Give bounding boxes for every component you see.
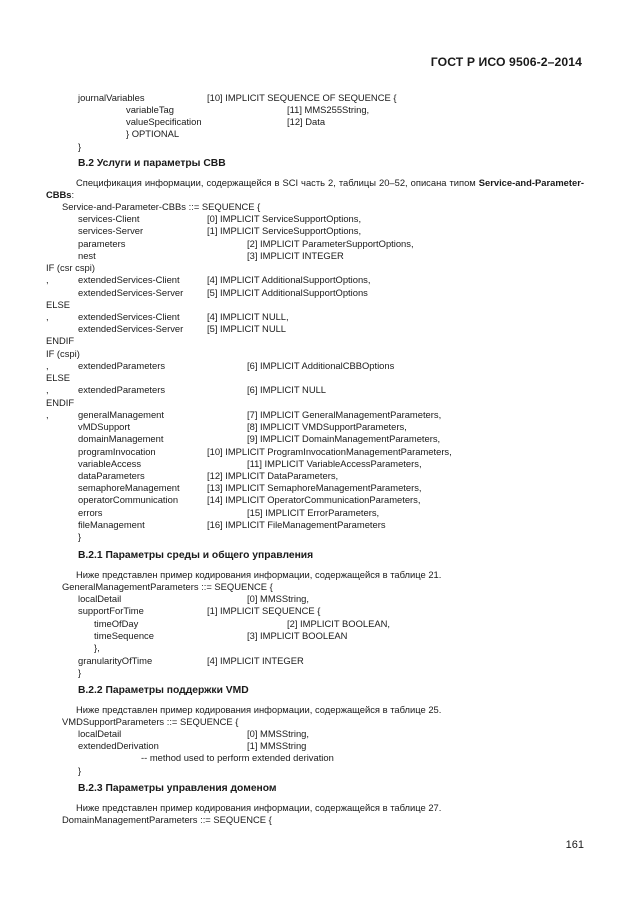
- field-name: services-Client: [78, 213, 140, 224]
- code-text: } OPTIONAL: [126, 128, 180, 139]
- code-text: DomainManagementParameters ::= SEQUENCE {: [62, 814, 272, 825]
- field-type: [9] IMPLICIT DomainManagementParameters,: [247, 433, 441, 444]
- field-type: [2] IMPLICIT BOOLEAN,: [287, 618, 390, 629]
- field-name: variableTag: [126, 104, 174, 115]
- code-text: ENDIF: [46, 335, 75, 346]
- field-name: timeOfDay: [94, 618, 139, 629]
- field-name: extendedDerivation: [78, 740, 159, 751]
- field-type: [13] IMPLICIT SemaphoreManagementParameters,: [207, 482, 422, 493]
- code-text: }: [78, 667, 82, 678]
- section-heading-b2: B.2 Услуги и параметры CBB: [78, 158, 226, 169]
- field-name: extendedServices-Server: [78, 323, 184, 334]
- field-type: [10] IMPLICIT SEQUENCE OF SEQUENCE {: [207, 92, 397, 103]
- field-type: [3] IMPLICIT BOOLEAN: [247, 630, 348, 641]
- field-name: semaphoreManagement: [78, 482, 180, 493]
- field-name: domainManagement: [78, 433, 164, 444]
- code-text: IF (csr cspi): [46, 262, 95, 273]
- field-name: timeSequence: [94, 630, 154, 641]
- code-text: ELSE: [46, 372, 70, 383]
- field-type: [15] IMPLICIT ErrorParameters,: [247, 507, 380, 518]
- field-name: errors: [78, 507, 103, 518]
- field-type: [6] IMPLICIT AdditionalCBBOptions: [247, 360, 395, 371]
- field-type: [5] IMPLICIT AdditionalSupportOptions: [207, 287, 368, 298]
- field-name: valueSpecification: [126, 116, 202, 127]
- code-text: },: [94, 642, 100, 653]
- field-type: [6] IMPLICIT NULL: [247, 384, 327, 395]
- section-heading-b21: B.2.1 Параметры среды и общего управления: [78, 550, 314, 561]
- comma: ,: [46, 409, 49, 420]
- paragraph: Спецификация информации, содержащейся в SCI часть 2, таблицы 20–52, описана типом Service-and-Parameter-CBBs:: [46, 177, 584, 200]
- field-type: [1] MMSString: [247, 740, 307, 751]
- code-text: }: [78, 141, 82, 152]
- document-header: ГОСТ Р ИСО 9506-2–2014: [430, 55, 582, 69]
- code-comment: -- method used to perform extended derivation: [141, 752, 334, 763]
- field-name: supportForTime: [78, 605, 144, 616]
- field-name: extendedParameters: [78, 360, 166, 371]
- comma: ,: [46, 384, 49, 395]
- field-name: extendedServices-Client: [78, 274, 180, 285]
- field-type: [4] IMPLICIT AdditionalSupportOptions,: [207, 274, 371, 285]
- field-name: nest: [78, 250, 96, 261]
- page-number: 161: [565, 839, 584, 851]
- field-type: [1] IMPLICIT SEQUENCE {: [207, 605, 321, 616]
- comma: ,: [46, 311, 49, 322]
- field-type: [3] IMPLICIT INTEGER: [247, 250, 344, 261]
- section-heading-b23: B.2.3 Параметры управления доменом: [78, 783, 277, 794]
- field-name: granularityOfTime: [78, 655, 153, 666]
- field-name: journalVariables: [78, 92, 145, 103]
- code-text: ELSE: [46, 299, 70, 310]
- code-text: Service-and-Parameter-CBBs ::= SEQUENCE {: [62, 201, 261, 212]
- field-name: localDetail: [78, 593, 122, 604]
- field-name: extendedServices-Server: [78, 287, 184, 298]
- field-type: [4] IMPLICIT NULL,: [207, 311, 289, 322]
- field-type: [16] IMPLICIT FileManagementParameters: [207, 519, 386, 530]
- field-type: [0] MMSString,: [247, 728, 309, 739]
- code-text: }: [78, 531, 82, 542]
- field-type: [0] MMSString,: [247, 593, 309, 604]
- field-type: [11] IMPLICIT VariableAccessParameters,: [247, 458, 422, 469]
- field-type: [5] IMPLICIT NULL: [207, 323, 287, 334]
- field-type: [12] Data: [287, 116, 326, 127]
- code-text: }: [78, 765, 82, 776]
- field-name: operatorCommunication: [78, 494, 179, 505]
- field-type: [10] IMPLICIT ProgramInvocationManagementParameters,: [207, 446, 452, 457]
- code-text: ENDIF: [46, 397, 75, 408]
- field-type: [0] IMPLICIT ServiceSupportOptions,: [207, 213, 362, 224]
- field-type: [8] IMPLICIT VMDSupportParameters,: [247, 421, 407, 432]
- comma: ,: [46, 360, 49, 371]
- field-name: variableAccess: [78, 458, 142, 469]
- field-type: [14] IMPLICIT OperatorCommunicationParameters,: [207, 494, 421, 505]
- field-type: [12] IMPLICIT DataParameters,: [207, 470, 339, 481]
- code-text: IF (cspi): [46, 348, 80, 359]
- field-type: [11] MMS255String,: [287, 104, 370, 115]
- field-name: programInvocation: [78, 446, 156, 457]
- field-name: localDetail: [78, 728, 122, 739]
- field-name: fileManagement: [78, 519, 145, 530]
- field-name: extendedServices-Client: [78, 311, 180, 322]
- field-type: [7] IMPLICIT GeneralManagementParameters,: [247, 409, 442, 420]
- field-type: [2] IMPLICIT ParameterSupportOptions,: [247, 238, 414, 249]
- code-text: VMDSupportParameters ::= SEQUENCE {: [62, 716, 239, 727]
- field-name: extendedParameters: [78, 384, 166, 395]
- field-name: services-Server: [78, 225, 144, 236]
- field-name: dataParameters: [78, 470, 145, 481]
- field-name: vMDSupport: [78, 421, 131, 432]
- field-name: parameters: [78, 238, 126, 249]
- field-type: [1] IMPLICIT ServiceSupportOptions,: [207, 225, 362, 236]
- comma: ,: [46, 274, 49, 285]
- section-heading-b22: B.2.2 Параметры поддержки VMD: [78, 685, 249, 696]
- code-text: GeneralManagementParameters ::= SEQUENCE {: [62, 581, 273, 592]
- field-name: generalManagement: [78, 409, 164, 420]
- field-type: [4] IMPLICIT INTEGER: [207, 655, 304, 666]
